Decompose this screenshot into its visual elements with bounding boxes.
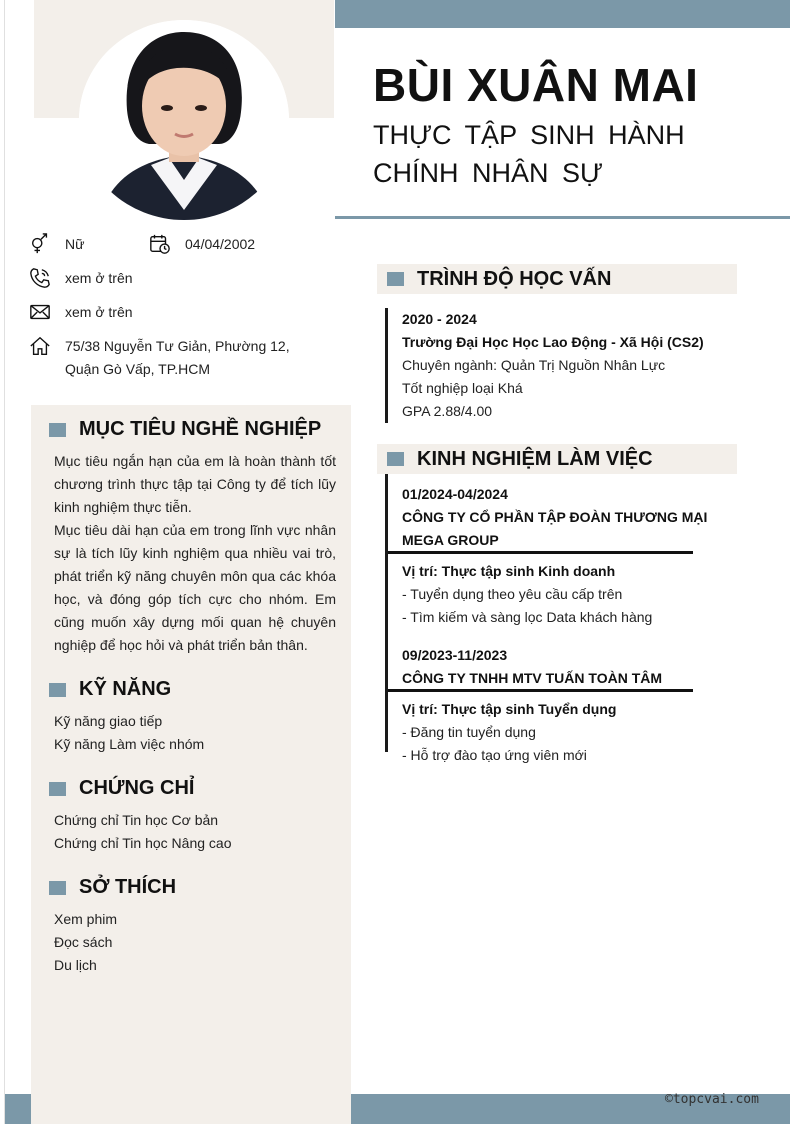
job-task: - Đăng tin tuyển dụng [402,724,536,740]
heading-marker [387,452,404,466]
list-item: Chứng chỉ Tin học Nâng cao [54,835,232,851]
education-entry [385,308,705,423]
skills-title: KỸ NĂNG [79,678,172,700]
header-divider [335,216,790,219]
phone-row [29,267,133,290]
job-period: 09/2023-11/2023 [402,647,508,663]
home-icon [29,335,51,357]
certificates-title: CHỨNG CHỈ [79,777,195,799]
job-task: - Hỗ trợ đào tạo ứng viên mới [402,747,587,763]
list-item: Đọc sách [54,934,113,950]
birthday-row [149,233,255,256]
job-position: Vị trí: Thực tập sinh Kinh doanh [402,563,616,579]
watermark: ©topcvai.com [665,1092,759,1107]
objective-title: MỤC TIÊU NGHỀ NGHIỆP [79,418,322,440]
job-divider [388,689,693,692]
education-school: Trường Đại Học Học Lao Động - Xã Hội (CS2) [402,334,704,350]
cv-page [4,0,790,1124]
hobbies-list [54,908,117,977]
profile-photo [79,20,289,220]
hobbies-title: SỞ THÍCH [79,876,177,898]
hobbies-heading [49,876,176,899]
job-company: CÔNG TY TNHH MTV TUẤN TOÀN TÂM [402,670,663,686]
bottom-accent-bar-left [5,1094,31,1124]
list-item: Xem phim [54,911,118,927]
candidate-name: BÙI XUÂN MAI [373,59,699,111]
education-major: Chuyên ngành: Quản Trị Nguồn Nhân Lực [402,357,666,373]
heading-marker [49,881,66,895]
objective-long-term: Mục tiêu dài hạn của em trong lĩnh vực nhân sự là tích lũy kinh nghiệm qua nhiều vai trò, phát triển kỹ năng chuyên môn qua các khóa học, và đóng góp tích cực cho nhóm. Em cũng muốn xây dựng mối quan hệ chuyên nghiệp để học hỏi và phát triển bản thân. [54,522,336,653]
calendar-icon [149,233,171,255]
skills-heading [49,678,171,701]
certificates-heading [49,777,194,800]
education-heading [377,264,737,294]
job-task: - Tuyển dụng theo yêu cầu cấp trên [402,586,623,602]
address-row [29,335,325,381]
education-period: 2020 - 2024 [402,311,477,327]
job-task: - Tìm kiếm và sàng lọc Data khách hàng [402,609,653,625]
list-item: Kỹ năng Làm việc nhóm [54,736,205,752]
email-value: xem ở trên [65,304,133,320]
email-row [29,301,133,324]
objective-heading [49,418,321,441]
experience-job-1-details [402,560,712,629]
education-title: TRÌNH ĐỘ HỌC VẤN [417,267,612,290]
phone-icon [29,267,51,289]
phone-value: xem ở trên [65,270,133,286]
objective-text [54,450,336,657]
certificates-list [54,809,231,855]
gender-icon [29,233,51,255]
gender-value: Nữ [65,236,85,252]
experience-job-2-details [402,698,712,767]
objective-short-term: Mục tiêu ngắn hạn của em là hoàn thành tốt chương trình thực tập tại Công ty để tích lũy kinh nghiệm thực tiễn. [54,453,336,515]
job-period: 01/2024-04/2024 [402,486,508,502]
list-item: Kỹ năng giao tiếp [54,713,163,729]
heading-marker [387,272,404,286]
skills-list [54,710,204,756]
top-accent-bar [335,0,790,28]
job-position: Vị trí: Thực tập sinh Tuyển dụng [402,701,617,717]
birthday-value: 04/04/2002 [185,236,256,252]
job-title: THỰC TẬP SINH HÀNH CHÍNH NHÂN SỰ [373,120,685,188]
education-gpa: GPA 2.88/4.00 [402,403,493,419]
left-sidebar-panel [31,405,351,1124]
heading-marker [49,423,66,437]
job-company: CÔNG TY CỔ PHẦN TẬP ĐOÀN THƯƠNG MẠI MEGA GROUP [402,509,708,548]
experience-heading [377,444,737,474]
heading-marker [49,782,66,796]
experience-title: KINH NGHIỆM LÀM VIỆC [417,447,653,470]
list-item: Du lịch [54,957,97,973]
experience-job-2-header [402,644,712,690]
heading-marker [49,683,66,697]
experience-timeline-line [385,474,388,752]
education-degree: Tốt nghiệp loại Khá [402,380,523,396]
address-value: 75/38 Nguyễn Tư Giản, Phường 12, Quận Gò Vấp, TP.HCM [65,338,290,377]
job-divider [388,551,693,554]
gender-row [29,233,84,256]
experience-job-1-header [402,483,712,552]
mail-icon [29,301,51,323]
list-item: Chứng chỉ Tin học Cơ bản [54,812,219,828]
